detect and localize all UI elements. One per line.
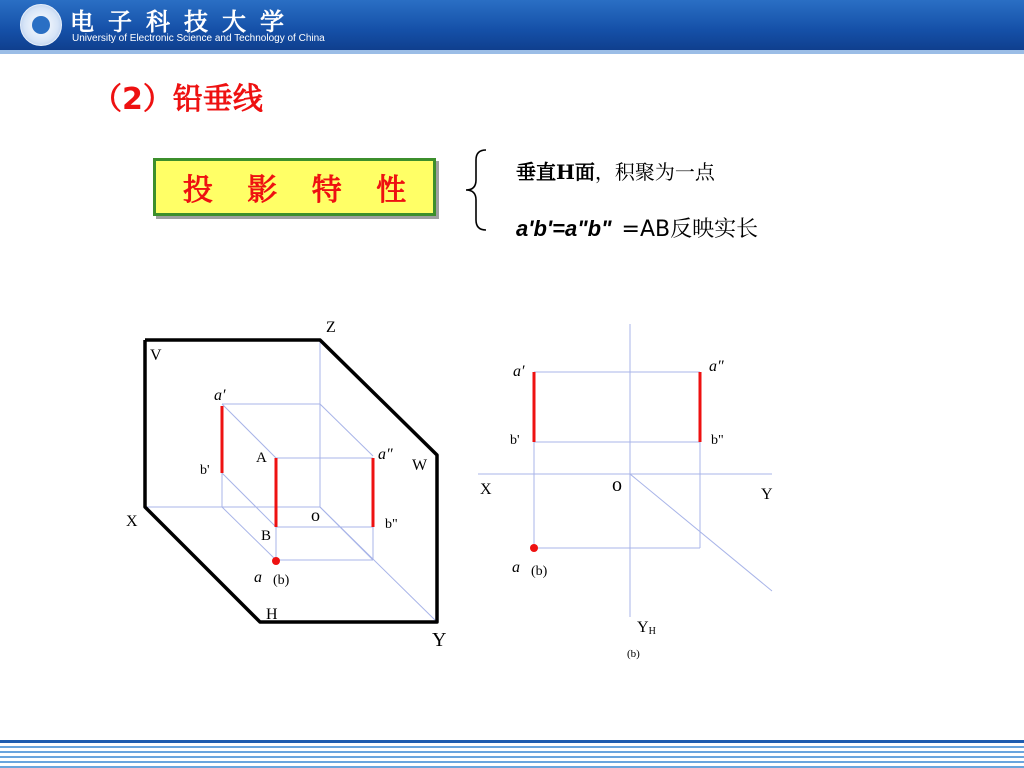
label-a-prime-right: a′ bbox=[513, 363, 525, 380]
label-origin: o bbox=[311, 505, 320, 525]
plane-frame bbox=[145, 340, 437, 622]
footer-bar bbox=[0, 740, 1024, 743]
label-b-prime-right: b' bbox=[510, 433, 520, 448]
right-diagram bbox=[478, 324, 773, 660]
label-plane-w: W bbox=[412, 457, 428, 474]
label-b-h: (b) bbox=[273, 573, 290, 588]
diagram-caption-b: (b) bbox=[627, 648, 640, 660]
left-diagram bbox=[126, 319, 446, 651]
label-axis-x: X bbox=[126, 513, 138, 530]
label-a-prime: a′ bbox=[214, 387, 226, 404]
left-guide-lines bbox=[147, 340, 437, 622]
property-line-2-result: =AB反映实长 bbox=[621, 217, 759, 242]
label-a-double: a″ bbox=[378, 446, 393, 463]
label-a-h-right: a bbox=[512, 559, 520, 576]
label-axis-y: Y bbox=[432, 629, 447, 651]
university-name-cn: 电子科技大学 bbox=[70, 7, 298, 36]
projection-point-a bbox=[272, 557, 280, 565]
label-axis-x-right: X bbox=[480, 481, 492, 498]
label-plane-h: H bbox=[266, 606, 278, 623]
projection-point-a-right bbox=[530, 544, 538, 552]
property-line-1-rest: ，积聚为一点 bbox=[594, 160, 715, 184]
label-point-B: B bbox=[261, 528, 272, 544]
label-point-A: A bbox=[256, 450, 267, 466]
label-a-double-right: a″ bbox=[709, 358, 724, 375]
label-axis-yh-main: Y bbox=[637, 619, 649, 636]
label-axis-z: Z bbox=[326, 319, 336, 336]
label-axis-y-right: Y bbox=[761, 486, 773, 503]
label-b-double: b" bbox=[385, 517, 398, 532]
slide-title: （2）铅垂线 bbox=[92, 82, 263, 117]
university-name-en: University of Electronic Science and Technology of China bbox=[72, 33, 325, 44]
property-line-2-equation: a'b'=a"b" bbox=[516, 216, 612, 241]
label-b-double-right: b" bbox=[711, 433, 724, 448]
label-origin-right: o bbox=[612, 474, 622, 496]
label-b-h-right: (b) bbox=[531, 564, 548, 579]
projection-properties-label: 投 影 特 性 bbox=[182, 173, 419, 208]
label-a-h: a bbox=[254, 569, 262, 586]
label-b-prime: b' bbox=[200, 463, 210, 478]
label-axis-yh bbox=[637, 619, 656, 637]
label-plane-v: V bbox=[150, 347, 162, 364]
property-line-1-bold: 垂直H面 bbox=[516, 160, 595, 184]
label-axis-yh-sub: H bbox=[648, 626, 656, 637]
